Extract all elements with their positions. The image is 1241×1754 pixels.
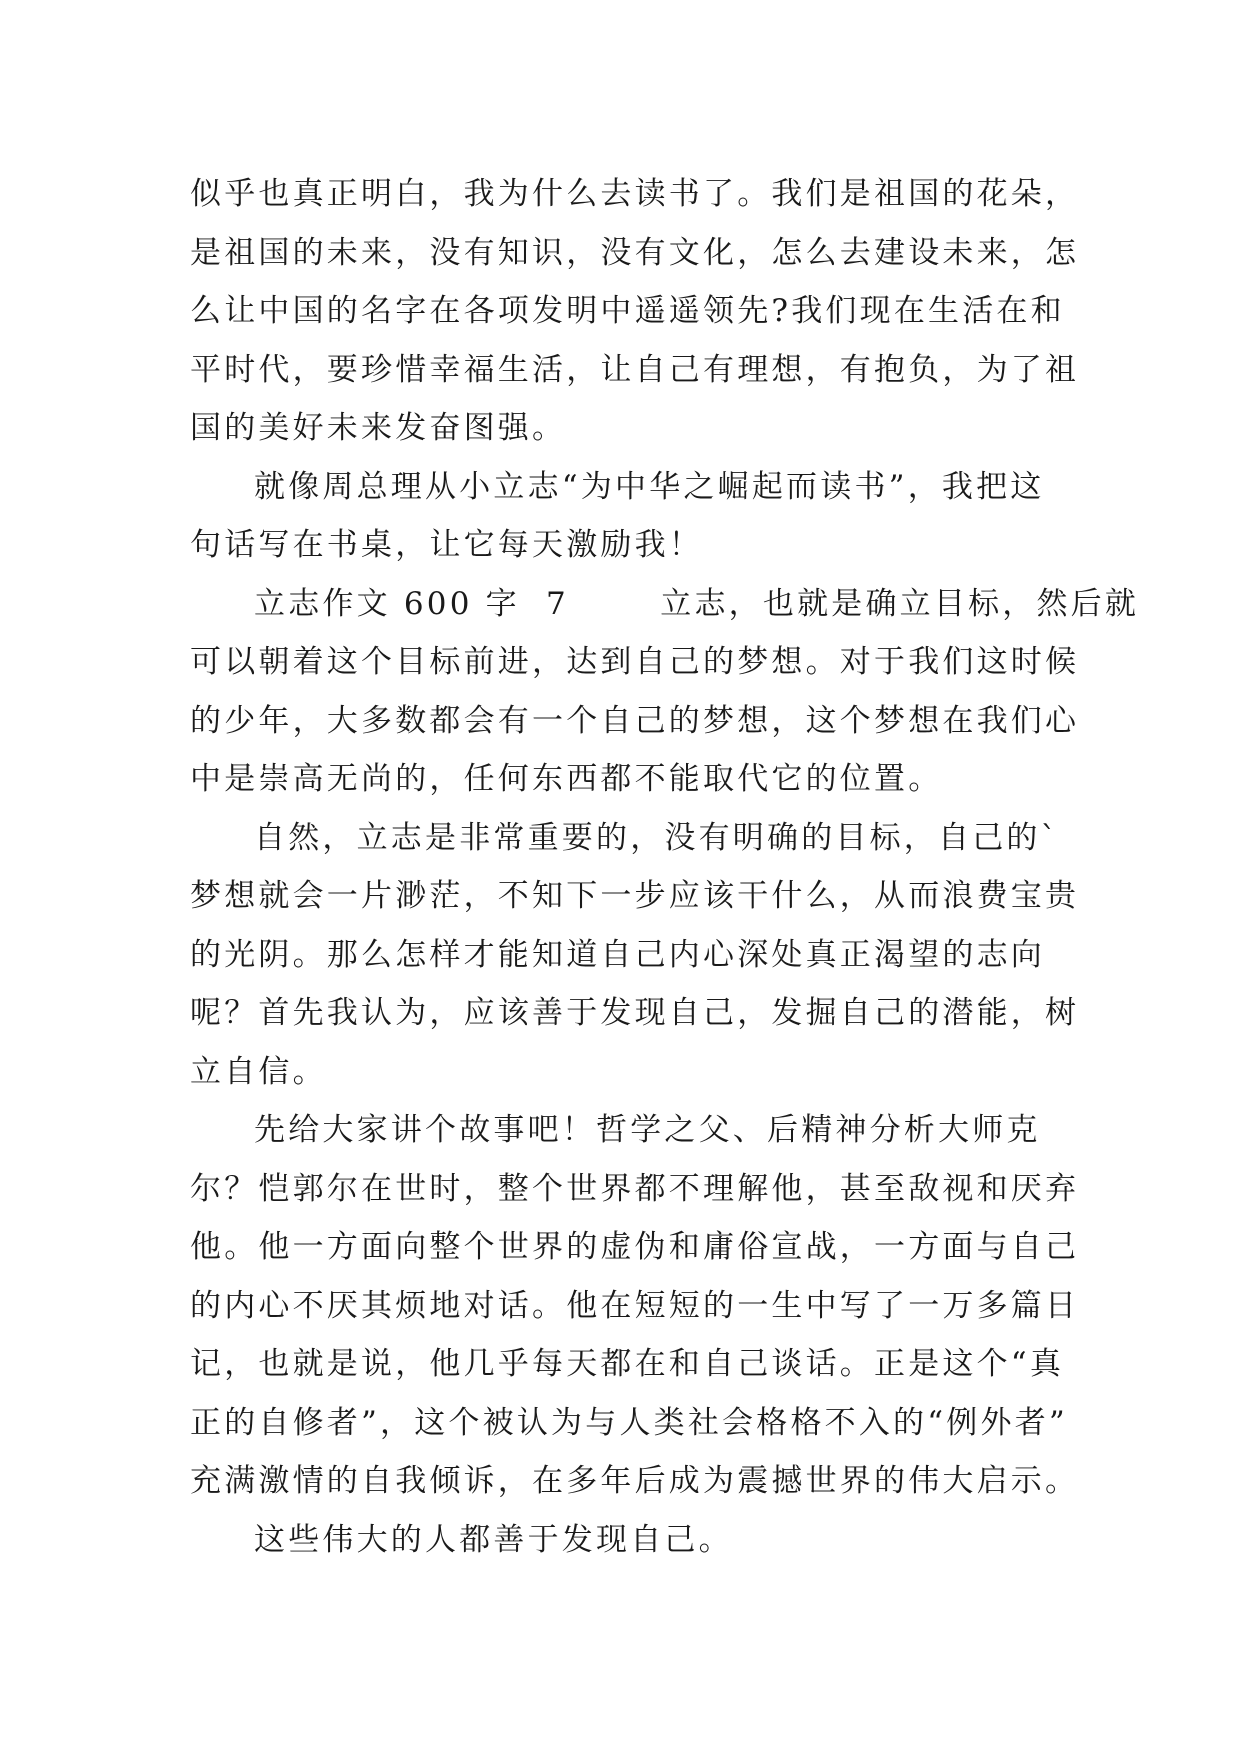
text-line: 平时代，要珍惜幸福生活，让自己有理想，有抱负，为了祖: [190, 351, 1080, 388]
text-line: 正的自修者”，这个被认为与人类社会格格不入的“例外者”: [190, 1404, 1068, 1441]
text-line: 自然，立志是非常重要的，没有明确的目标，自己的`: [254, 819, 1060, 856]
text-line: 呢？首先我认为，应该善于发现自己，发掘自己的潜能，树: [190, 995, 1080, 1031]
text-line: 是祖国的未来，没有知识，没有文化，怎么去建设未来，怎: [190, 234, 1080, 271]
text-line: 先给大家讲个故事吧！哲学之父、后精神分析大师克: [254, 1112, 1041, 1148]
text-line: 的内心不厌其烦地对话。他在短短的一生中写了一万多篇日: [190, 1287, 1080, 1324]
text-line: 可以朝着这个目标前进，达到自己的梦想。对于我们这时候: [190, 644, 1080, 680]
text-line: 梦想就会一片渺茫，不知下一步应该干什么，从而浪费宝贵: [190, 878, 1080, 914]
text-line: 就像周总理从小立志“为中华之崛起而读书”，我把这: [254, 468, 1045, 505]
text-line: 的少年，大多数都会有一个自己的梦想，这个梦想在我们心: [190, 702, 1080, 739]
text-line: 这些伟大的人都善于发现自己。: [254, 1521, 733, 1558]
text-line: 句话写在书桌，让它每天激励我！: [190, 527, 703, 563]
text-line: 么让中国的名字在各项发明中遥遥领先?我们现在生活在和: [190, 293, 1065, 329]
text-line: 中是崇高无尚的，任何东西都不能取代它的位置。: [190, 761, 943, 797]
text-line: 充满激情的自我倾诉，在多年后成为震撼世界的伟大启示。: [190, 1463, 1080, 1499]
text-line: 国的美好未来发奋图强。: [190, 410, 567, 446]
text-line: 尔？恺郭尔在世时，整个世界都不理解他，甚至敌视和厌弃: [190, 1170, 1080, 1207]
section-heading-line: 立志作文 600 字 7 立志，也就是确立目标，然后就: [254, 585, 1140, 622]
text-line: 立自信。: [190, 1053, 327, 1090]
document-body: [190, 165, 1140, 1569]
text-line: 他。他一方面向整个世界的虚伪和庸俗宣战，一方面与自己: [190, 1229, 1080, 1265]
text-line: 记，也就是说，他几乎每天都在和自己谈话。正是这个“真: [190, 1346, 1065, 1382]
text-line: 似乎也真正明白，我为什么去读书了。我们是祖国的花朵，: [190, 176, 1080, 212]
text-line: 的光阴。那么怎样才能知道自己内心深处真正渴望的志向: [190, 936, 1045, 973]
